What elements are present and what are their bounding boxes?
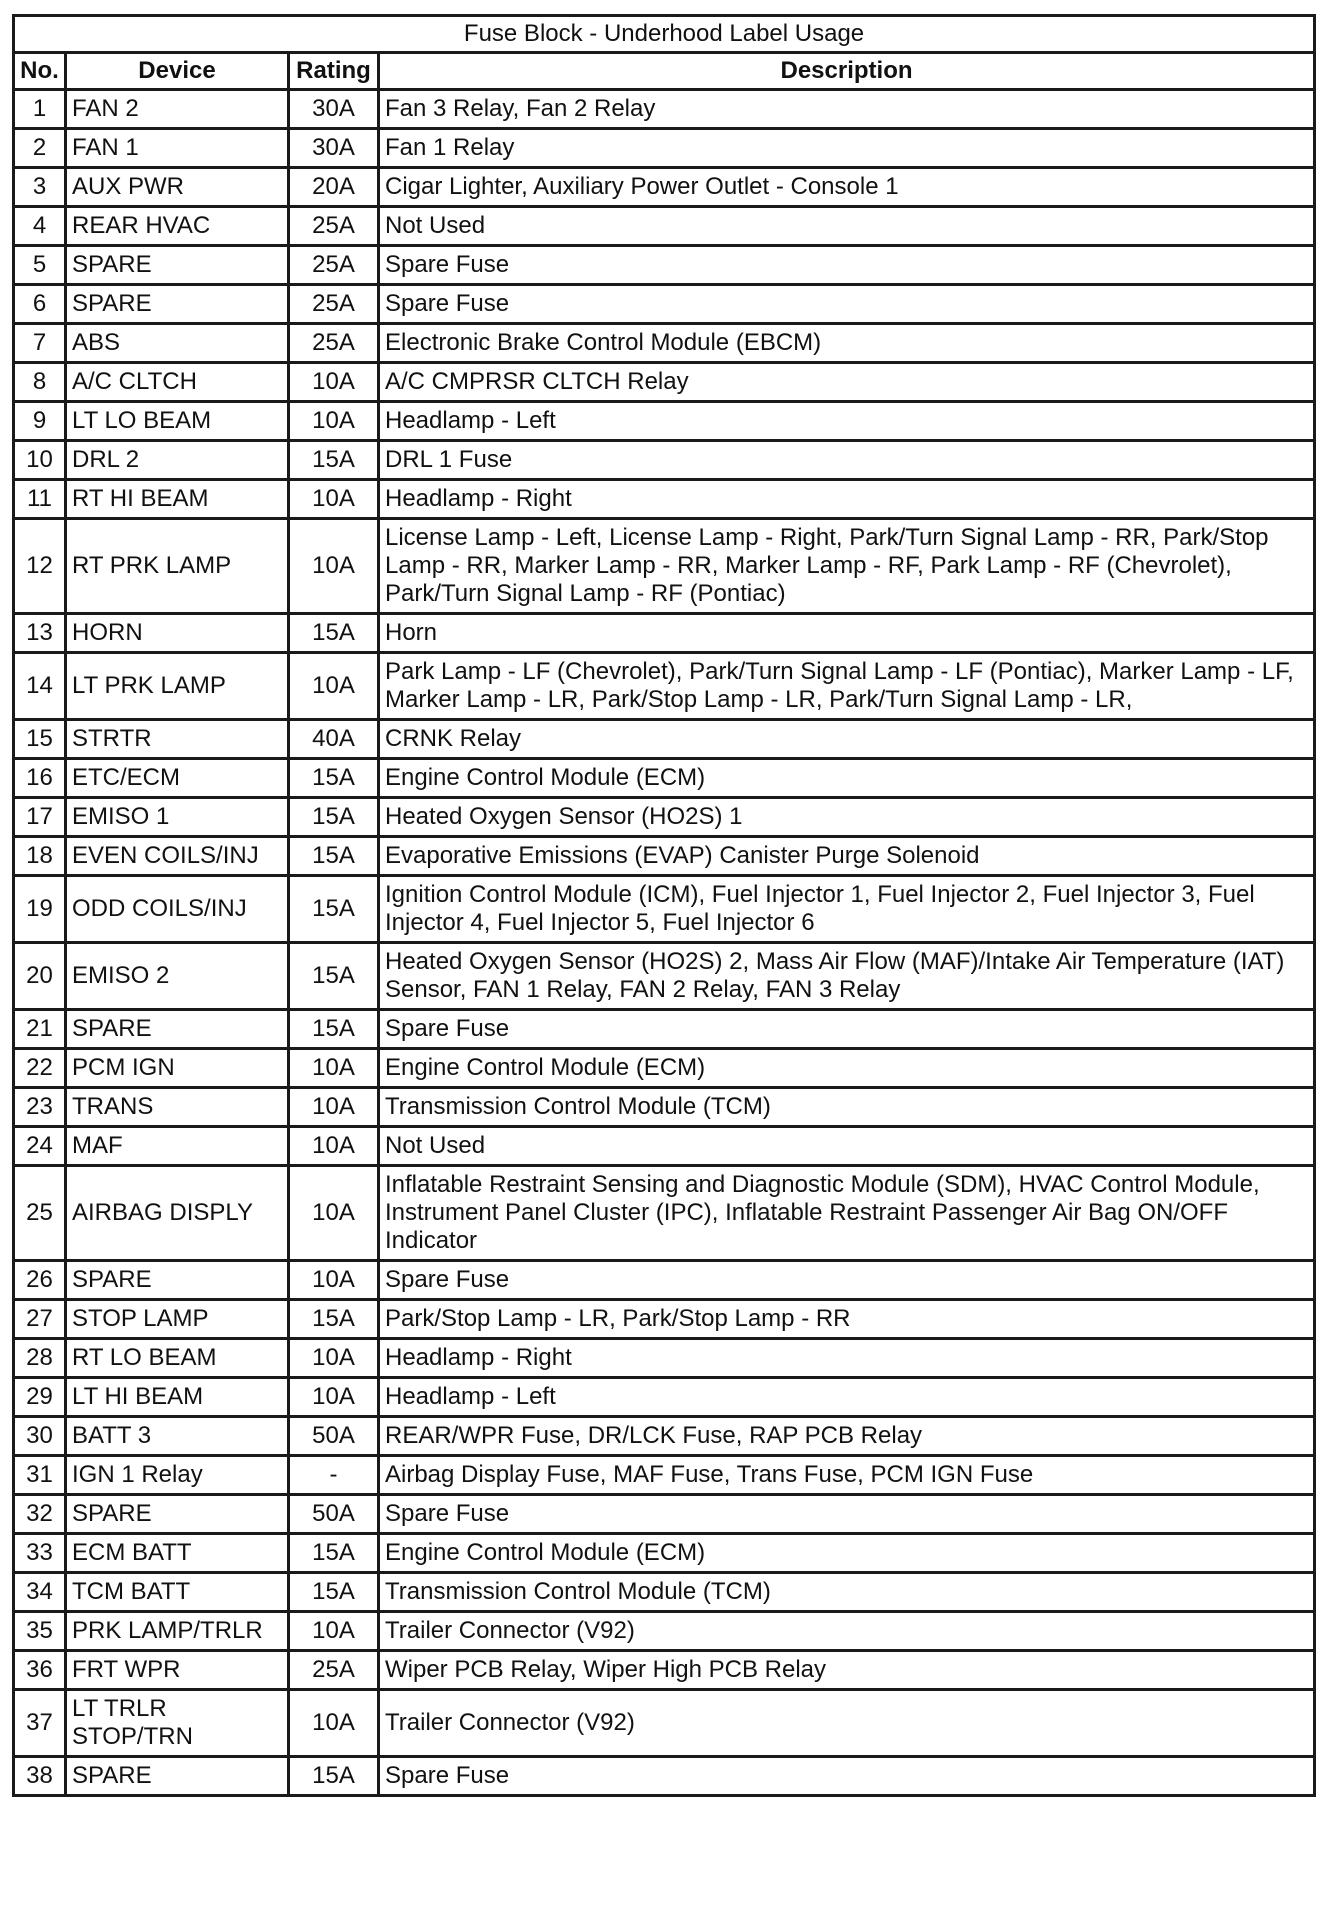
table-row <box>14 129 1315 168</box>
cell-device: RT HI BEAM <box>66 480 289 519</box>
cell-description: Fan 3 Relay, Fan 2 Relay <box>379 90 1315 129</box>
cell-device: MAF <box>66 1127 289 1166</box>
cell-rating: 40A <box>289 720 379 759</box>
table-row <box>14 285 1315 324</box>
table-row <box>14 1010 1315 1049</box>
cell-description: Electronic Brake Control Module (EBCM) <box>379 324 1315 363</box>
cell-rating: 30A <box>289 129 379 168</box>
header-device: Device <box>66 53 289 90</box>
cell-no: 32 <box>14 1495 66 1534</box>
cell-no: 29 <box>14 1378 66 1417</box>
header-rating: Rating <box>289 53 379 90</box>
cell-no: 24 <box>14 1127 66 1166</box>
cell-rating: 30A <box>289 90 379 129</box>
cell-device: DRL 2 <box>66 441 289 480</box>
cell-device: A/C CLTCH <box>66 363 289 402</box>
table-row <box>14 653 1315 720</box>
cell-description: Park Lamp - LF (Chevrolet), Park/Turn Signal Lamp - LF (Pontiac), Marker Lamp - LF, Marker Lamp - LR, Park/Stop Lamp - LR, Park/Turn Signal Lamp - LR, <box>379 653 1315 720</box>
table-row <box>14 519 1315 614</box>
cell-device: AUX PWR <box>66 168 289 207</box>
cell-no: 23 <box>14 1088 66 1127</box>
header-description: Description <box>379 53 1315 90</box>
header-row <box>14 53 1315 90</box>
cell-device: EMISO 2 <box>66 943 289 1010</box>
cell-device: SPARE <box>66 1010 289 1049</box>
header-no: No. <box>14 53 66 90</box>
table-row <box>14 1339 1315 1378</box>
cell-description: Spare Fuse <box>379 1010 1315 1049</box>
cell-device: SPARE <box>66 285 289 324</box>
table-row <box>14 324 1315 363</box>
cell-device: SPARE <box>66 1261 289 1300</box>
cell-no: 11 <box>14 480 66 519</box>
cell-device: LT TRLR STOP/TRN <box>66 1690 289 1757</box>
table-row <box>14 1088 1315 1127</box>
cell-rating: 25A <box>289 207 379 246</box>
table-row <box>14 943 1315 1010</box>
cell-description: CRNK Relay <box>379 720 1315 759</box>
cell-description: Fan 1 Relay <box>379 129 1315 168</box>
cell-device: HORN <box>66 614 289 653</box>
table-row <box>14 798 1315 837</box>
cell-no: 33 <box>14 1534 66 1573</box>
cell-description: REAR/WPR Fuse, DR/LCK Fuse, RAP PCB Relay <box>379 1417 1315 1456</box>
cell-no: 20 <box>14 943 66 1010</box>
cell-description: Headlamp - Right <box>379 1339 1315 1378</box>
table-row <box>14 759 1315 798</box>
cell-rating: 10A <box>289 1088 379 1127</box>
cell-no: 22 <box>14 1049 66 1088</box>
cell-device: LT PRK LAMP <box>66 653 289 720</box>
cell-description: Engine Control Module (ECM) <box>379 759 1315 798</box>
cell-no: 17 <box>14 798 66 837</box>
cell-rating: 10A <box>289 1612 379 1651</box>
cell-rating: 10A <box>289 402 379 441</box>
table-row <box>14 207 1315 246</box>
cell-description: Wiper PCB Relay, Wiper High PCB Relay <box>379 1651 1315 1690</box>
cell-no: 8 <box>14 363 66 402</box>
cell-device: LT HI BEAM <box>66 1378 289 1417</box>
cell-device: EVEN COILS/INJ <box>66 837 289 876</box>
cell-description: Engine Control Module (ECM) <box>379 1049 1315 1088</box>
cell-no: 4 <box>14 207 66 246</box>
table-row <box>14 1534 1315 1573</box>
cell-no: 18 <box>14 837 66 876</box>
table-row <box>14 1049 1315 1088</box>
cell-rating: 15A <box>289 1534 379 1573</box>
cell-description: Headlamp - Left <box>379 1378 1315 1417</box>
cell-no: 6 <box>14 285 66 324</box>
cell-rating: 10A <box>289 1378 379 1417</box>
cell-no: 3 <box>14 168 66 207</box>
table-row <box>14 1573 1315 1612</box>
cell-device: IGN 1 Relay <box>66 1456 289 1495</box>
cell-device: STOP LAMP <box>66 1300 289 1339</box>
cell-rating: 15A <box>289 441 379 480</box>
cell-rating: 15A <box>289 1300 379 1339</box>
cell-no: 25 <box>14 1166 66 1261</box>
table-row <box>14 1261 1315 1300</box>
cell-no: 14 <box>14 653 66 720</box>
table-row <box>14 90 1315 129</box>
cell-description: Heated Oxygen Sensor (HO2S) 2, Mass Air Flow (MAF)/Intake Air Temperature (IAT) Sensor, FAN 1 Relay, FAN 2 Relay, FAN 3 Relay <box>379 943 1315 1010</box>
table-row <box>14 246 1315 285</box>
cell-rating: 10A <box>289 1339 379 1378</box>
cell-rating: 10A <box>289 1049 379 1088</box>
cell-rating: 25A <box>289 1651 379 1690</box>
cell-description: Headlamp - Right <box>379 480 1315 519</box>
table-row <box>14 480 1315 519</box>
table-row <box>14 1651 1315 1690</box>
table-row <box>14 363 1315 402</box>
table-row <box>14 1612 1315 1651</box>
cell-description: Ignition Control Module (ICM), Fuel Injector 1, Fuel Injector 2, Fuel Injector 3, Fuel Injector 4, Fuel Injector 5, Fuel Injector 6 <box>379 876 1315 943</box>
fuse-table-container <box>12 14 1313 1797</box>
cell-rating: 10A <box>289 363 379 402</box>
cell-rating: 25A <box>289 324 379 363</box>
cell-device: LT LO BEAM <box>66 402 289 441</box>
table-row <box>14 441 1315 480</box>
cell-device: STRTR <box>66 720 289 759</box>
cell-description: Transmission Control Module (TCM) <box>379 1573 1315 1612</box>
cell-no: 19 <box>14 876 66 943</box>
table-row <box>14 402 1315 441</box>
cell-rating: 10A <box>289 1690 379 1757</box>
cell-rating: 25A <box>289 246 379 285</box>
table-row <box>14 1757 1315 1796</box>
table-row <box>14 168 1315 207</box>
cell-device: ODD COILS/INJ <box>66 876 289 943</box>
cell-device: BATT 3 <box>66 1417 289 1456</box>
cell-description: Evaporative Emissions (EVAP) Canister Purge Solenoid <box>379 837 1315 876</box>
cell-no: 10 <box>14 441 66 480</box>
cell-device: FAN 1 <box>66 129 289 168</box>
cell-description: A/C CMPRSR CLTCH Relay <box>379 363 1315 402</box>
cell-description: Not Used <box>379 207 1315 246</box>
cell-description: Trailer Connector (V92) <box>379 1690 1315 1757</box>
cell-description: Spare Fuse <box>379 246 1315 285</box>
cell-rating: 15A <box>289 798 379 837</box>
cell-no: 1 <box>14 90 66 129</box>
cell-device: SPARE <box>66 1757 289 1796</box>
cell-no: 12 <box>14 519 66 614</box>
cell-rating: 10A <box>289 480 379 519</box>
cell-no: 13 <box>14 614 66 653</box>
table-row <box>14 1417 1315 1456</box>
table-row <box>14 1456 1315 1495</box>
cell-device: FRT WPR <box>66 1651 289 1690</box>
cell-no: 31 <box>14 1456 66 1495</box>
cell-no: 16 <box>14 759 66 798</box>
cell-device: RT LO BEAM <box>66 1339 289 1378</box>
table-row <box>14 876 1315 943</box>
table-row <box>14 1378 1315 1417</box>
cell-device: FAN 2 <box>66 90 289 129</box>
cell-device: ETC/ECM <box>66 759 289 798</box>
table-row <box>14 1690 1315 1757</box>
cell-description: Transmission Control Module (TCM) <box>379 1088 1315 1127</box>
cell-device: TRANS <box>66 1088 289 1127</box>
cell-rating: 15A <box>289 876 379 943</box>
fuse-table <box>12 14 1316 1797</box>
cell-device: PCM IGN <box>66 1049 289 1088</box>
cell-rating: 15A <box>289 1573 379 1612</box>
table-row <box>14 1166 1315 1261</box>
table-row <box>14 1495 1315 1534</box>
cell-description: Cigar Lighter, Auxiliary Power Outlet - Console 1 <box>379 168 1315 207</box>
cell-description: Spare Fuse <box>379 1757 1315 1796</box>
cell-description: Spare Fuse <box>379 1261 1315 1300</box>
cell-rating: 15A <box>289 837 379 876</box>
cell-no: 36 <box>14 1651 66 1690</box>
cell-rating: - <box>289 1456 379 1495</box>
table-row <box>14 837 1315 876</box>
cell-no: 30 <box>14 1417 66 1456</box>
cell-rating: 20A <box>289 168 379 207</box>
cell-description: Inflatable Restraint Sensing and Diagnostic Module (SDM), HVAC Control Module, Instrument Panel Cluster (IPC), Inflatable Restraint Passenger Air Bag ON/OFF Indicator <box>379 1166 1315 1261</box>
cell-no: 15 <box>14 720 66 759</box>
cell-device: EMISO 1 <box>66 798 289 837</box>
cell-description: Trailer Connector (V92) <box>379 1612 1315 1651</box>
cell-no: 21 <box>14 1010 66 1049</box>
table-row <box>14 1300 1315 1339</box>
cell-rating: 50A <box>289 1417 379 1456</box>
cell-no: 5 <box>14 246 66 285</box>
cell-device: TCM BATT <box>66 1573 289 1612</box>
cell-device: RT PRK LAMP <box>66 519 289 614</box>
cell-rating: 50A <box>289 1495 379 1534</box>
table-title: Fuse Block - Underhood Label Usage <box>14 16 1315 53</box>
cell-rating: 15A <box>289 1010 379 1049</box>
cell-no: 26 <box>14 1261 66 1300</box>
cell-rating: 15A <box>289 614 379 653</box>
cell-device: PRK LAMP/TRLR <box>66 1612 289 1651</box>
cell-description: Headlamp - Left <box>379 402 1315 441</box>
cell-description: Spare Fuse <box>379 285 1315 324</box>
cell-description: Not Used <box>379 1127 1315 1166</box>
cell-rating: 15A <box>289 1757 379 1796</box>
cell-no: 34 <box>14 1573 66 1612</box>
table-row <box>14 1127 1315 1166</box>
cell-rating: 10A <box>289 519 379 614</box>
cell-rating: 25A <box>289 285 379 324</box>
cell-description: DRL 1 Fuse <box>379 441 1315 480</box>
cell-no: 27 <box>14 1300 66 1339</box>
cell-no: 37 <box>14 1690 66 1757</box>
cell-description: Airbag Display Fuse, MAF Fuse, Trans Fuse, PCM IGN Fuse <box>379 1456 1315 1495</box>
table-row <box>14 720 1315 759</box>
cell-description: Park/Stop Lamp - LR, Park/Stop Lamp - RR <box>379 1300 1315 1339</box>
cell-description: Horn <box>379 614 1315 653</box>
cell-rating: 10A <box>289 1166 379 1261</box>
cell-description: Engine Control Module (ECM) <box>379 1534 1315 1573</box>
cell-description: Spare Fuse <box>379 1495 1315 1534</box>
cell-description: Heated Oxygen Sensor (HO2S) 1 <box>379 798 1315 837</box>
cell-rating: 10A <box>289 1127 379 1166</box>
table-row <box>14 614 1315 653</box>
cell-rating: 15A <box>289 943 379 1010</box>
cell-device: AIRBAG DISPLY <box>66 1166 289 1261</box>
cell-device: SPARE <box>66 246 289 285</box>
cell-device: SPARE <box>66 1495 289 1534</box>
cell-no: 35 <box>14 1612 66 1651</box>
cell-no: 7 <box>14 324 66 363</box>
cell-device: ECM BATT <box>66 1534 289 1573</box>
cell-rating: 10A <box>289 1261 379 1300</box>
cell-rating: 10A <box>289 653 379 720</box>
cell-device: ABS <box>66 324 289 363</box>
cell-no: 9 <box>14 402 66 441</box>
cell-no: 2 <box>14 129 66 168</box>
cell-device: REAR HVAC <box>66 207 289 246</box>
cell-rating: 15A <box>289 759 379 798</box>
cell-description: License Lamp - Left, License Lamp - Right, Park/Turn Signal Lamp - RR, Park/Stop Lamp - RR, Marker Lamp - RR, Marker Lamp - RF, Park Lamp - RF (Chevrolet), Park/Turn Signal Lamp - RF (Pontiac) <box>379 519 1315 614</box>
cell-no: 28 <box>14 1339 66 1378</box>
cell-no: 38 <box>14 1757 66 1796</box>
